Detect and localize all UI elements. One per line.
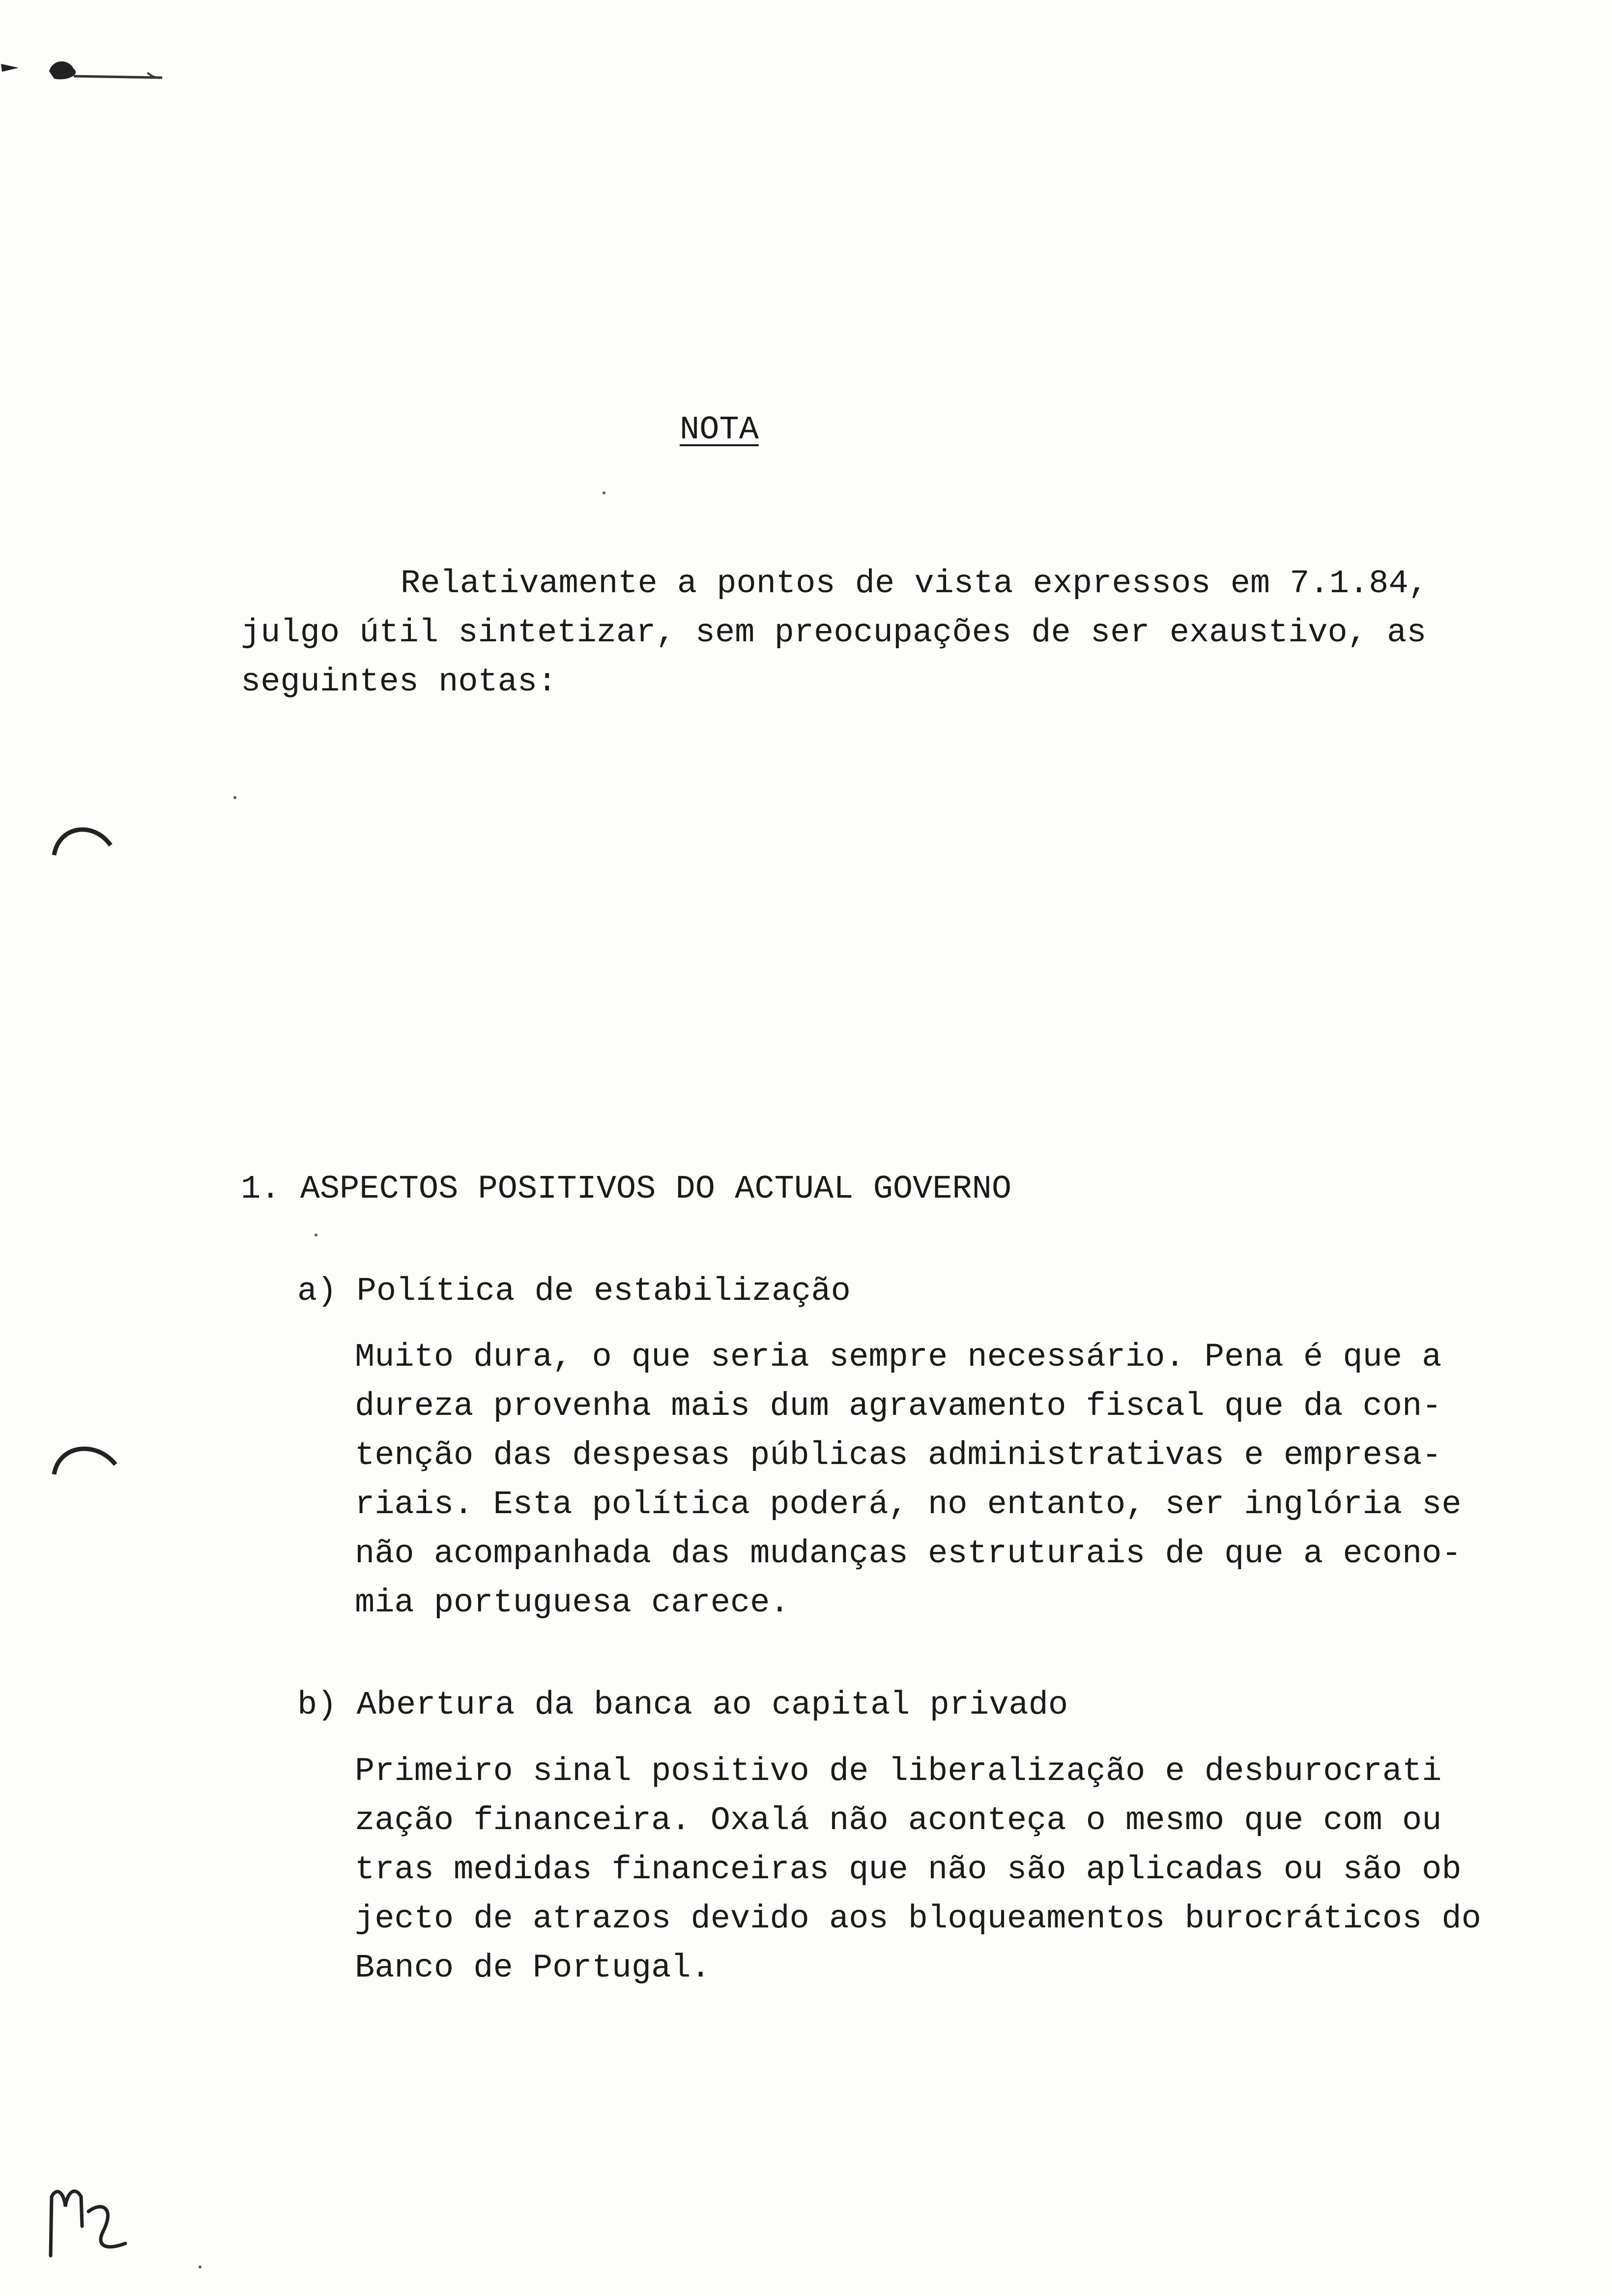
item-b-body-line-1: Primeiro sinal positivo de liberalização e desburocrati [355,1753,1442,1790]
item-b-body-line-2: zação financeira. Oxalá não aconteça o mesmo que com ou [355,1802,1442,1839]
speck [315,1234,317,1236]
speck [603,491,605,494]
item-b-body-line-5: Banco de Portugal. [355,1950,711,1987]
scan-mark-top-left [0,49,167,103]
item-a-body-line-1: Muito dura, o que seria sempre necessário. Pena é que a [355,1339,1442,1376]
section-1-heading: 1. ASPECTOS POSITIVOS DO ACTUAL GOVERNO [241,1171,1012,1208]
item-a-heading: a) Política de estabilização [297,1273,851,1310]
handwritten-initials-signature [42,2177,140,2266]
item-a-body-line-2: dureza provenha mais dum agravamento fiscal que da con- [355,1388,1442,1425]
intro-line-2: julgo útil sintetizar, sem preocupações de ser exaustivo, as [241,614,1427,652]
item-b-body-line-3: tras medidas financeiras que não são aplicadas ou são ob [355,1851,1462,1889]
item-a-body-line-4: riais. Esta política poderá, no entanto, ser inglória se [355,1486,1462,1523]
intro-line-1: Relativamente a pontos de vista expressos em 7.1.84, [401,565,1428,603]
speck [233,796,236,799]
item-a-body-line-5: não acompanhada das mudanças estruturais de que a econo- [355,1535,1462,1573]
speck [199,2266,202,2268]
item-a-body-line-3: tenção das despesas públicas administrativas e empresa- [355,1437,1442,1474]
punch-hole-mark-upper [49,821,118,860]
punch-hole-mark-lower [49,1440,123,1479]
page-title: NOTA [680,411,759,449]
item-b-body-line-4: jecto de atrazos devido aos bloqueamentos burocráticos do [355,1900,1481,1938]
item-b-heading: b) Abertura da banca ao capital privado [297,1687,1068,1724]
intro-line-3: seguintes notas: [241,663,557,701]
item-a-body-line-6: mia portuguesa carece. [355,1584,790,1622]
